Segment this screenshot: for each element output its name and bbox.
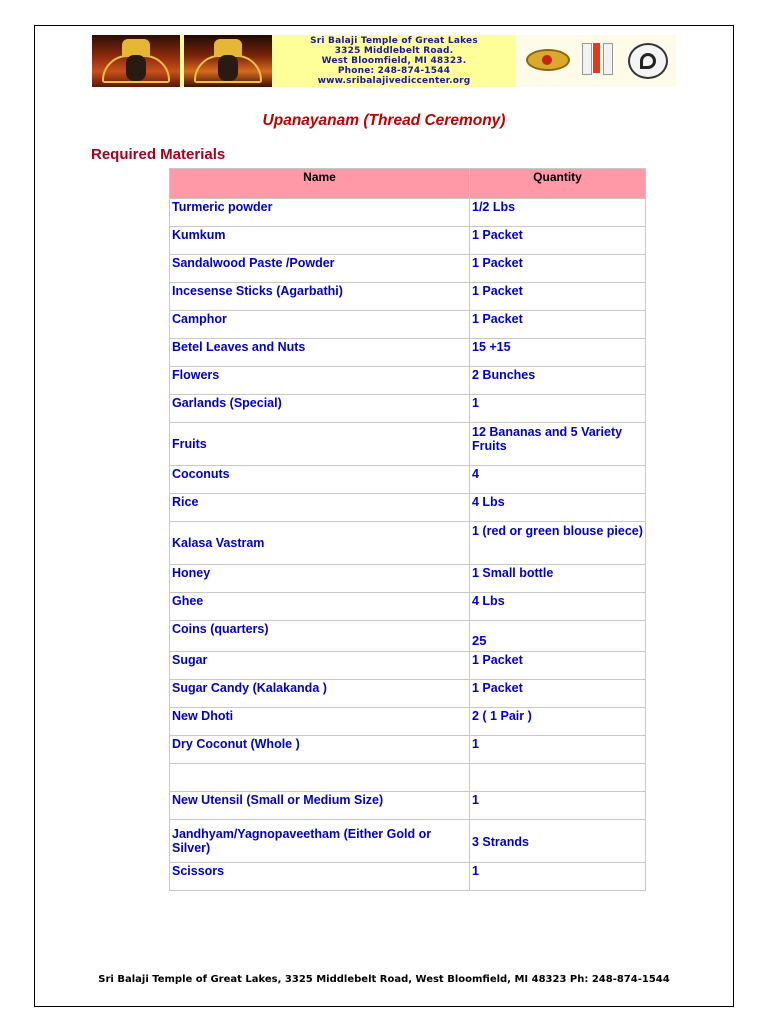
table-row bbox=[170, 522, 646, 565]
item-name: Kalasa Vastram bbox=[170, 522, 470, 565]
table-row bbox=[170, 494, 646, 522]
banner-line: Phone: 248-874-1544 bbox=[337, 66, 451, 76]
item-quantity: 1 bbox=[470, 395, 646, 423]
table-row bbox=[170, 367, 646, 395]
table-row bbox=[170, 227, 646, 255]
item-quantity: 4 Lbs bbox=[470, 494, 646, 522]
table-row bbox=[170, 680, 646, 708]
item-name: Kumkum bbox=[170, 227, 470, 255]
item-quantity: 1 Packet bbox=[470, 311, 646, 339]
item-quantity: 1 Packet bbox=[470, 680, 646, 708]
banner-line: Sri Balaji Temple of Great Lakes bbox=[310, 36, 478, 46]
item-name: Rice bbox=[170, 494, 470, 522]
item-name: Ghee bbox=[170, 593, 470, 621]
item-quantity: 1 (red or green blouse piece) bbox=[470, 522, 646, 565]
item-quantity bbox=[470, 764, 646, 792]
table-row bbox=[170, 593, 646, 621]
item-quantity: 1 Packet bbox=[470, 255, 646, 283]
table-row bbox=[170, 708, 646, 736]
page-title: Upanayanam (Thread Ceremony) bbox=[262, 112, 506, 129]
item-quantity: 1 Packet bbox=[470, 652, 646, 680]
page-footer: Sri Balaji Temple of Great Lakes, 3325 Middlebelt Road, West Bloomfield, MI 48323 Ph: 248-874-1544 bbox=[98, 974, 670, 985]
item-quantity: 15 +15 bbox=[470, 339, 646, 367]
section-heading: Required Materials bbox=[91, 146, 226, 163]
item-name: Scissors bbox=[170, 863, 470, 891]
banner-website: www.sribalajivediccenter.org bbox=[317, 76, 471, 86]
item-quantity: 3 Strands bbox=[470, 820, 646, 863]
table-row bbox=[170, 792, 646, 820]
table-row bbox=[170, 736, 646, 764]
namam-icon bbox=[582, 43, 612, 75]
item-quantity: 1 Packet bbox=[470, 283, 646, 311]
item-name: New Utensil (Small or Medium Size) bbox=[170, 792, 470, 820]
header-name: Name bbox=[170, 169, 470, 199]
ornament-icon bbox=[526, 49, 570, 71]
item-name: Betel Leaves and Nuts bbox=[170, 339, 470, 367]
table-row bbox=[170, 466, 646, 494]
item-name bbox=[170, 764, 470, 792]
item-name: Flowers bbox=[170, 367, 470, 395]
item-name: Jandhyam/Yagnopaveetham (Either Gold or Silver) bbox=[170, 820, 470, 863]
item-quantity: 1/2 Lbs bbox=[470, 199, 646, 227]
table-row bbox=[170, 395, 646, 423]
table-row bbox=[170, 820, 646, 863]
banner-symbols bbox=[516, 35, 676, 87]
item-quantity: 12 Bananas and 5 Variety Fruits bbox=[470, 423, 646, 466]
item-name: Sugar bbox=[170, 652, 470, 680]
item-name: Coins (quarters) bbox=[170, 621, 470, 652]
item-quantity: 4 bbox=[470, 466, 646, 494]
materials-table bbox=[169, 168, 646, 891]
deity-image-left bbox=[92, 35, 180, 87]
table-header-row bbox=[170, 169, 646, 199]
item-name: Sandalwood Paste /Powder bbox=[170, 255, 470, 283]
item-quantity: 1 bbox=[470, 792, 646, 820]
banner-line: West Bloomfield, MI 48323. bbox=[321, 56, 467, 66]
deity-image-right bbox=[184, 35, 272, 87]
item-name: Dry Coconut (Whole ) bbox=[170, 736, 470, 764]
table-row bbox=[170, 339, 646, 367]
table-row-empty bbox=[170, 764, 646, 792]
item-quantity: 1 Packet bbox=[470, 227, 646, 255]
item-name: Sugar Candy (Kalakanda ) bbox=[170, 680, 470, 708]
item-name: New Dhoti bbox=[170, 708, 470, 736]
banner-address bbox=[272, 35, 516, 87]
item-quantity: 2 ( 1 Pair ) bbox=[470, 708, 646, 736]
item-name: Garlands (Special) bbox=[170, 395, 470, 423]
table-row bbox=[170, 652, 646, 680]
item-name: Honey bbox=[170, 565, 470, 593]
item-quantity: 2 Bunches bbox=[470, 367, 646, 395]
item-name: Coconuts bbox=[170, 466, 470, 494]
table-row bbox=[170, 255, 646, 283]
conch-icon bbox=[628, 43, 668, 79]
item-name: Camphor bbox=[170, 311, 470, 339]
item-name: Fruits bbox=[170, 423, 470, 466]
header-quantity: Quantity bbox=[470, 169, 646, 199]
item-quantity: 4 Lbs bbox=[470, 593, 646, 621]
item-quantity: 1 Small bottle bbox=[470, 565, 646, 593]
item-quantity: 1 bbox=[470, 863, 646, 891]
item-name: Turmeric powder bbox=[170, 199, 470, 227]
table-row bbox=[170, 565, 646, 593]
item-quantity: 1 bbox=[470, 736, 646, 764]
banner-line: 3325 Middlebelt Road. bbox=[334, 46, 454, 56]
table-row bbox=[170, 283, 646, 311]
temple-banner bbox=[92, 35, 676, 87]
table-row bbox=[170, 621, 646, 652]
table-row bbox=[170, 423, 646, 466]
item-name: Incesense Sticks (Agarbathi) bbox=[170, 283, 470, 311]
table-row bbox=[170, 311, 646, 339]
table-row bbox=[170, 863, 646, 891]
table-row bbox=[170, 199, 646, 227]
item-quantity: 25 bbox=[470, 621, 646, 652]
